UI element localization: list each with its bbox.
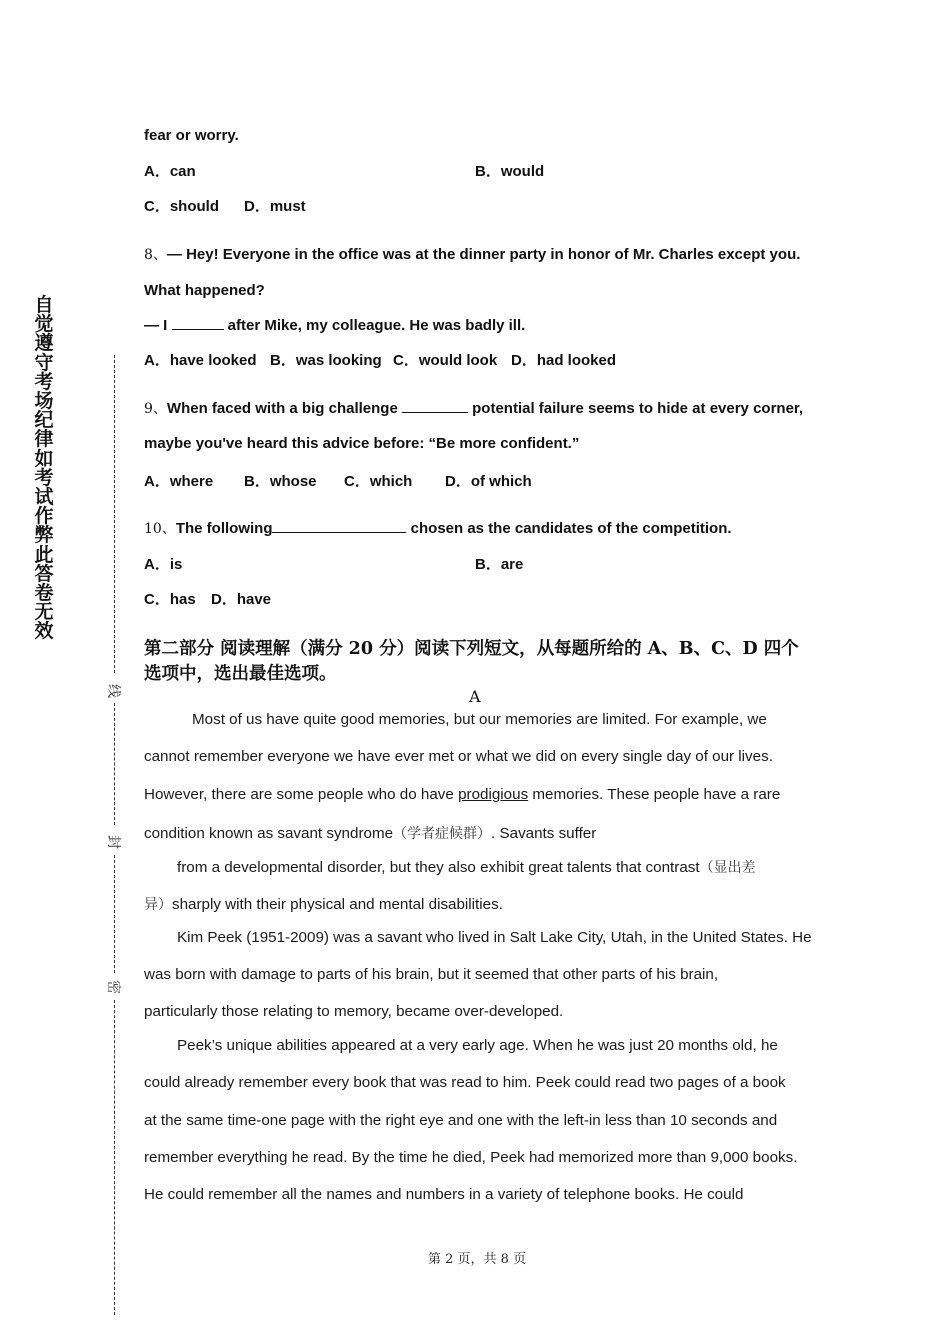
q10-line1-pre: The following [175,520,273,537]
passage-l3-pre: However, there are some people who do have [144,786,459,803]
q8-stem-line2: What happened? [144,282,265,299]
q9-stem-line2: maybe you've heard this advice before: “Be more confident.” [144,435,580,452]
passage-l6-post: sharply with their physical and mental disabilities. [172,896,503,913]
q9-line1-post: potential failure seems to hide at every corner, [467,400,804,417]
q8-line3-post: after Mike, my colleague. He was badly ill. [223,317,526,334]
side-char: 卷 [34,582,54,605]
side-char: 律 [34,428,54,451]
underlined-word-prodigious: prodigious [458,786,529,803]
binding-dashed-line [114,355,115,673]
binding-dashed-line [114,1000,115,1315]
passage-line: Peek’s unique abilities appeared at a very early age. When he was just 20 months old, he [177,1037,778,1054]
passage-line [177,857,756,877]
binding-mark-xian: 线 [105,684,121,698]
binding-mark-feng: 封 [105,835,121,849]
q7-option-b[interactable]: B．would [475,163,545,180]
q8-stem-line1 [144,244,800,264]
q10-blank [272,518,406,533]
q9-stem-line1 [144,398,803,418]
q7-option-c[interactable]: C．should [144,198,219,215]
section-title-line1: 第二部分 阅读理解（满分 20 分）阅读下列短文，从每题所给的 A、B、C、D 四个 [144,639,799,659]
q8-line3-pre: — I [144,317,172,334]
q7-tail: fear or worry. [144,127,239,144]
q9-option-d[interactable]: D．of which [445,473,532,490]
side-char: 效 [34,620,54,643]
side-char: 无 [34,601,54,624]
side-char: 考 [34,370,54,393]
side-char: 答 [34,562,54,585]
side-char: 觉 [34,313,54,336]
q10-option-d[interactable]: D．have [211,591,272,608]
passage-l4-post: . Savants suffer [491,825,597,842]
q10-option-c[interactable]: C．has [144,591,196,608]
passage-line: remember everything he read. By the time he died, Peek had memorized more than 9,000 books. [144,1149,798,1166]
q10-option-a[interactable]: A．is [144,556,183,573]
q10-number: 10、 [144,521,176,537]
side-char: 遵 [34,332,54,355]
q8-line1-text: — Hey! Everyone in the office was at the dinner party in honor of Mr. Charles except you. [166,246,801,263]
passage-line [144,823,596,843]
q8-number: 8、 [144,247,167,263]
side-char: 弊 [34,524,54,547]
gloss-contrast-part1: （显出差 [699,860,756,876]
q7-option-a[interactable]: A．can [144,163,196,180]
passage-label: A [469,687,481,706]
q10-option-b[interactable]: B．are [475,556,524,573]
passage-line: at the same time-one page with the right eye and one with the left-in less than 10 seconds and [144,1112,778,1129]
side-char: 守 [34,351,54,374]
q9-option-b[interactable]: B．whose [244,473,317,490]
side-exam-notice [33,296,55,642]
q8-stem-line3 [144,315,525,334]
passage-l5-pre: from a developmental disorder, but they also exhibit great talents that contrast [177,859,700,876]
binding-dashed-line [114,855,115,973]
passage-line [144,894,503,914]
q9-number: 9、 [144,401,167,417]
q8-option-c[interactable]: C．would look [393,352,498,369]
q8-option-d[interactable]: D．had looked [511,352,617,369]
q9-option-a[interactable]: A．where [144,473,214,490]
side-char: 场 [34,390,54,413]
side-char: 此 [34,543,54,566]
side-char: 作 [34,505,54,528]
q9-option-c[interactable]: C．which [344,473,413,490]
q7-option-d[interactable]: D．must [244,198,306,215]
q10-stem [144,518,732,538]
passage-line: particularly those relating to memory, became over-developed. [144,1003,564,1020]
binding-dashed-line [114,703,115,825]
q9-line1-pre: When faced with a big challenge [166,400,402,417]
passage-line: was born with damage to parts of his brain, but it seemed that other parts of his brain, [144,966,719,983]
passage-line: He could remember all the names and numbers in a variety of telephone books. He could [144,1186,744,1203]
passage-line: cannot remember everyone we have ever met or what we did on every single day of our lives. [144,748,773,765]
binding-mark-mi: 密 [105,980,121,994]
side-char: 自 [34,294,54,316]
q10-line1-post: chosen as the candidates of the competition. [406,520,732,537]
side-char: 纪 [34,409,54,432]
passage-l3-post: memories. These people have a rare [528,786,781,803]
passage-l4-pre: condition known as savant syndrome [144,825,394,842]
page-footer: 第 2 页，共 8 页 [428,1252,527,1267]
q8-option-b[interactable]: B．was looking [270,352,382,369]
passage-line: could already remember every book that was read to him. Peek could read two pages of a book [144,1074,786,1091]
q9-blank [402,398,468,413]
gloss-savant-syndrome: （学者症候群） [393,826,492,842]
side-char: 考 [34,466,54,489]
section-title-line2: 选项中，选出最佳选项。 [144,664,337,684]
q8-blank [172,315,224,330]
gloss-contrast-part2: 异） [144,897,172,913]
side-char: 如 [34,447,54,470]
passage-line: Kim Peek (1951-2009) was a savant who lived in Salt Lake City, Utah, in the United States. He [177,929,812,946]
passage-line: Most of us have quite good memories, but our memories are limited. For example, we [192,711,767,728]
passage-line [144,786,780,803]
side-char: 试 [34,486,54,509]
q8-option-a[interactable]: A．have looked [144,352,257,369]
